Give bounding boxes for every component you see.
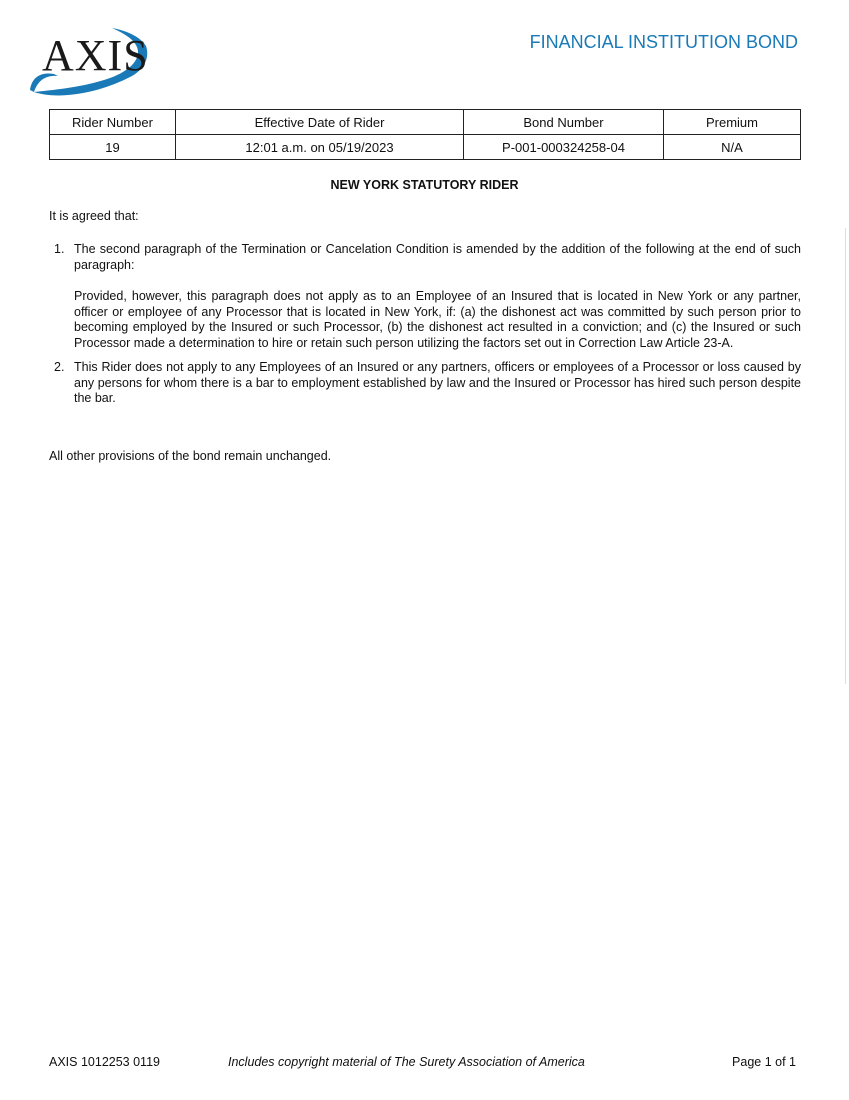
form-number: AXIS 1012253 0119 bbox=[49, 1055, 160, 1069]
item-paragraph: The second paragraph of the Termination or Cancelation Condition is amended by the addition of the following at the end of such paragraph: bbox=[74, 242, 801, 272]
list-item bbox=[49, 360, 801, 407]
rider-provisions-list bbox=[49, 242, 801, 416]
value-rider-number: 19 bbox=[50, 135, 176, 160]
table-value-row bbox=[50, 135, 801, 160]
value-effective-date: 12:01 a.m. on 05/19/2023 bbox=[176, 135, 464, 160]
axis-logo bbox=[28, 20, 152, 96]
margin-rule bbox=[845, 228, 846, 684]
copyright-notice: Includes copyright material of The Surety Association of America bbox=[228, 1055, 585, 1069]
list-item bbox=[49, 242, 801, 351]
logo-text: AXIS bbox=[42, 31, 149, 80]
item-number: 1. bbox=[54, 242, 65, 256]
header-rider-number: Rider Number bbox=[50, 110, 176, 135]
closing-text: All other provisions of the bond remain unchanged. bbox=[49, 449, 332, 463]
page-number: Page 1 of 1 bbox=[732, 1055, 796, 1069]
item-paragraph: This Rider does not apply to any Employees of an Insured or any partners, officers or employees of a Processor or loss caused by any persons for whom there is a bar to employment established by law and the Insured or Processor has hired such person despite the bar. bbox=[74, 360, 801, 405]
item-paragraph: Provided, however, this paragraph does not apply as to an Employee of an Insured that is located in New York or any partner, officer or employee of any Processor that is located in New York, if: (a) the dishonest act was committed by such person prior to becoming employed by the Insured or such Processor, (b) the dishonest act resulted in a conviction; and (c) the Insured or such Processor made a determination to hire or retain such person utilizing the factors set out in Correction Law Article 23-A. bbox=[74, 289, 801, 350]
header-effective-date: Effective Date of Rider bbox=[176, 110, 464, 135]
rider-info-table bbox=[49, 109, 801, 160]
header-premium: Premium bbox=[664, 110, 801, 135]
rider-title: NEW YORK STATUTORY RIDER bbox=[330, 178, 519, 192]
value-premium: N/A bbox=[664, 135, 801, 160]
header-bond-number: Bond Number bbox=[464, 110, 664, 135]
table-header-row bbox=[50, 110, 801, 135]
document-title: FINANCIAL INSTITUTION BOND bbox=[529, 32, 798, 52]
item-number: 2. bbox=[54, 360, 65, 374]
value-bond-number: P-001-000324258-04 bbox=[464, 135, 664, 160]
intro-text: It is agreed that: bbox=[49, 209, 139, 223]
